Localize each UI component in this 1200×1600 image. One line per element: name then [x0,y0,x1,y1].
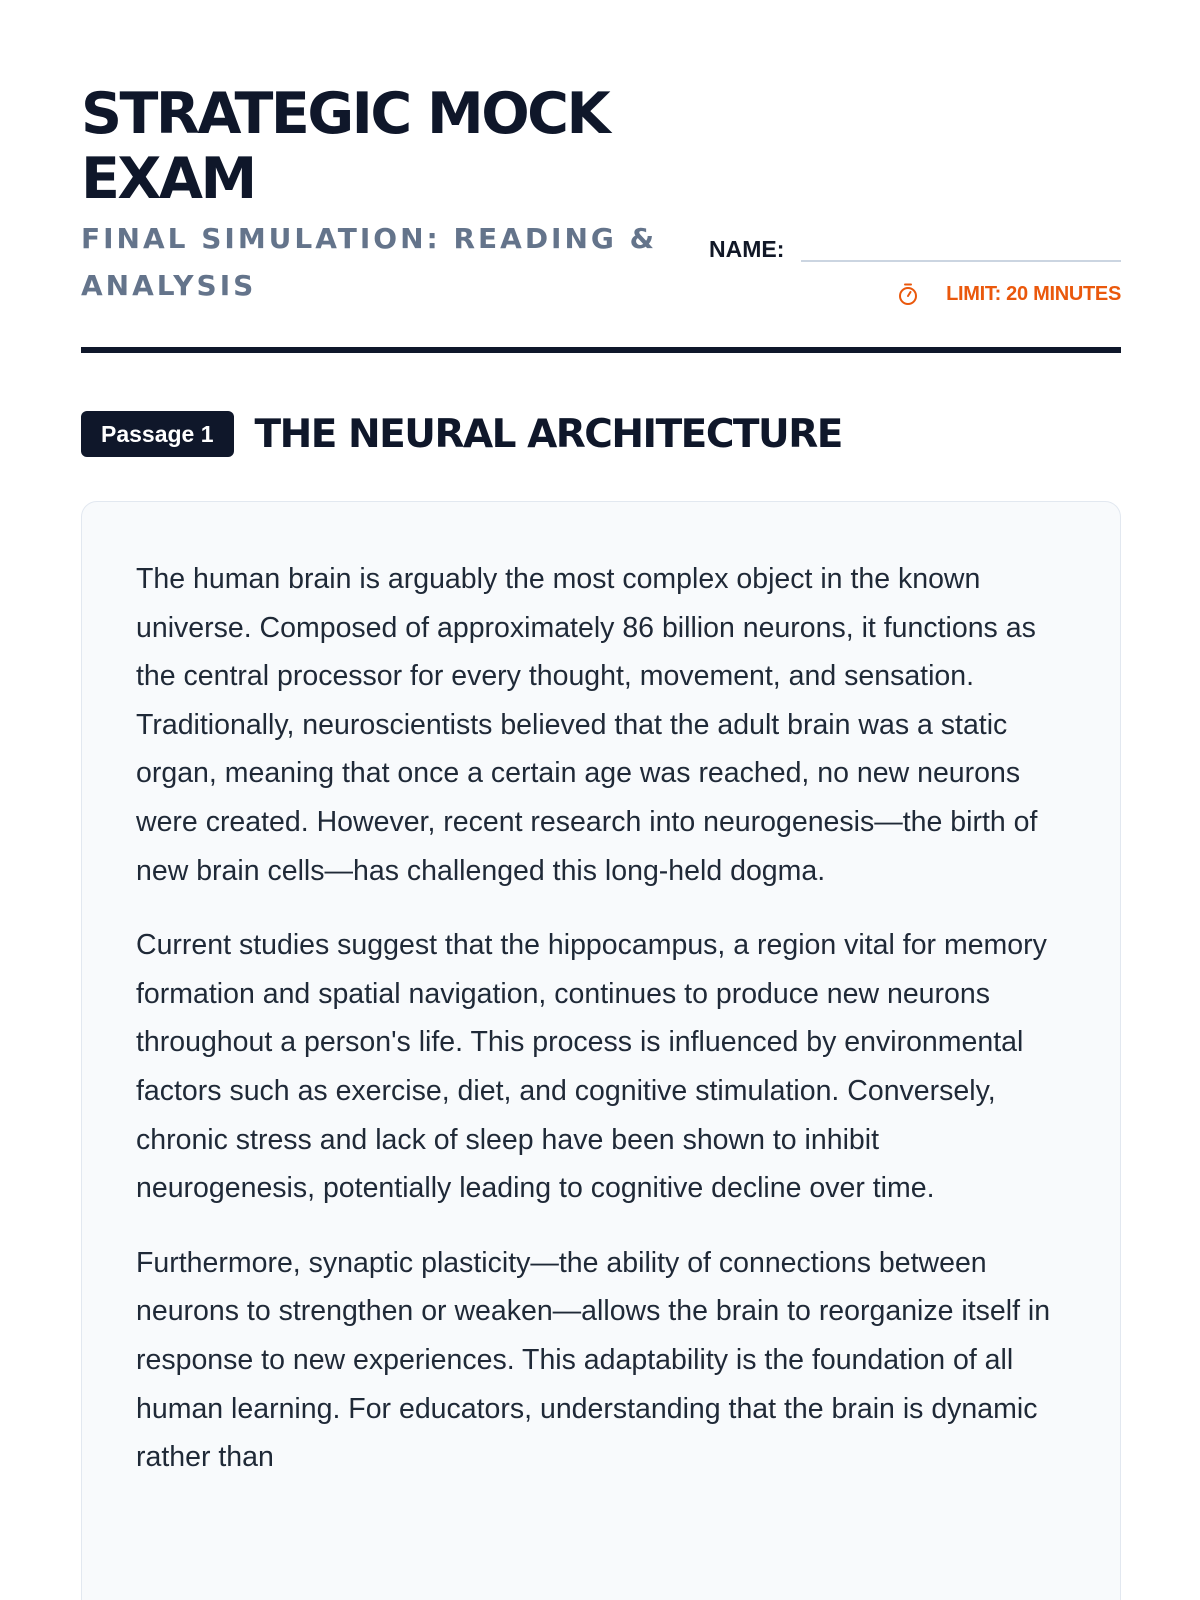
passage-box [81,501,1121,1600]
exam-subtitle: FINAL SIMULATION: READING & ANALYSIS [81,222,658,302]
name-field-row [709,228,1121,268]
passage-paragraph: Furthermore, synaptic plasticity—the ability of connections between neurons to strengthen or weaken—allows the brain to reorganize itself in response to new experiences. This adaptability is the foundation of all human learning. For educators, understanding that the brain is dynamic rather than [136,1246,1051,1474]
header-divider [81,347,1121,353]
passage-paragraph: Current studies suggest that the hippocampus, a region vital for memory formation and spatial navigation, continues to produce new neurons throughout a person's life. This process is influenced by environmental factors such as exercise, diet, and cognitive stimulation. Conversely, chronic stress and lack of sleep have been shown to inhibit neurogenesis, potentially leading to cognitive decline over time. [136,929,1047,1205]
passage-heading [81,410,842,458]
time-limit-label: LIMIT: 20 MINUTES [946,282,1121,305]
name-field[interactable] [801,260,1121,262]
passage-badge: Passage 1 [81,411,234,457]
exam-title: STRATEGIC MOCK EXAM [81,81,609,212]
time-limit [896,280,1121,308]
exam-page [81,0,1121,1600]
name-label: NAME: [709,236,785,262]
passage-paragraph: The human brain is arguably the most complex object in the known universe. Composed of approximately 86 billion neurons, it functions as the central processor for every thought, movement, and sensation. Traditionally, neuroscientists believed that the adult brain was a static organ, meaning that once a certain age was reached, no new neurons were created. However, recent research into neurogenesis—the birth of new brain cells—has challenged this long-held dogma. [136,563,1038,887]
passage-text [136,555,1056,1508]
exam-header [81,82,1121,352]
passage-title: THE NEURAL ARCHITECTURE [254,411,842,457]
stopwatch-icon [896,282,920,306]
